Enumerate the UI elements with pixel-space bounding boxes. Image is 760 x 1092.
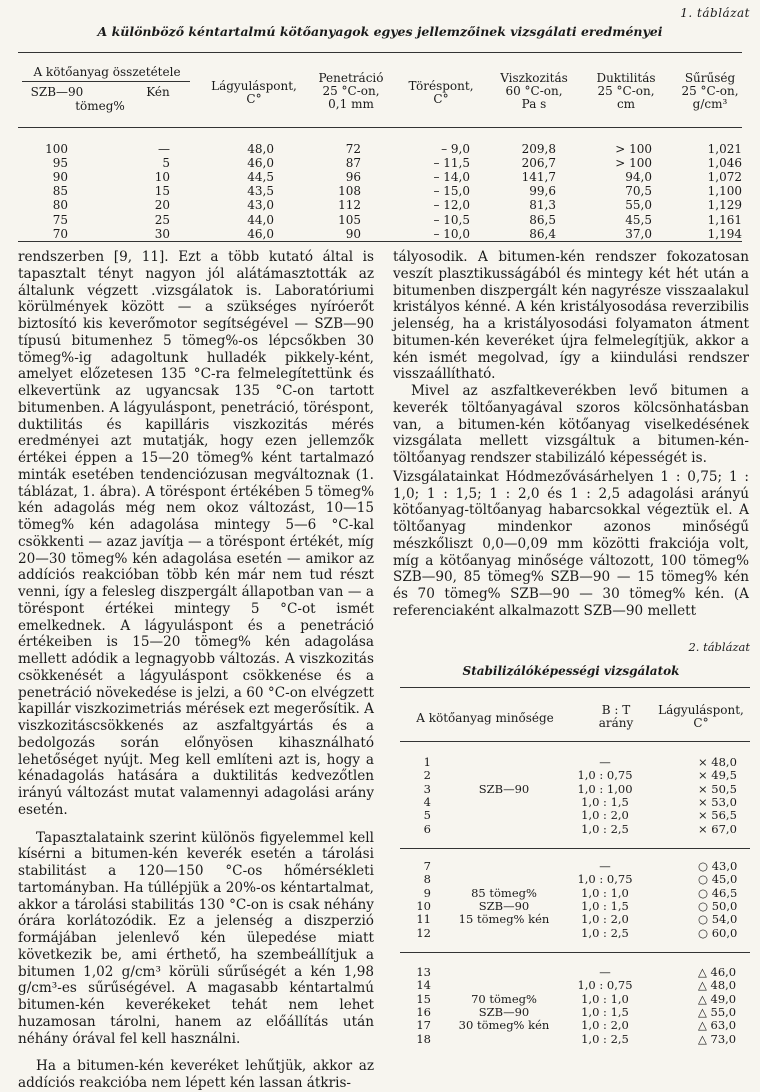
t2-softening-value: △ 55,0 (698, 1005, 737, 1020)
t1-cell: > 100 (615, 142, 652, 156)
t1-cell: 105 (338, 212, 361, 227)
t2-group-rule (400, 952, 750, 953)
t2-ratio: 1,0 : 1,5 (581, 795, 629, 810)
t2-row-number: 13 (416, 965, 431, 979)
t2-softening-value: ○ 54,0 (698, 912, 738, 927)
table1-top-rule (18, 52, 742, 53)
t1-cell: – 14,0 (433, 170, 470, 185)
t2-ratio: 1,0 : 1,00 (577, 781, 633, 796)
t2-softening-value: △ 48,0 (698, 978, 737, 993)
left-paragraph-2: Tapasztalataink szerint különös figyelemmel kell kísérni a bitumen-kén keverék esetén a tárolási stabilitást a 120—150 °C-os hőmérsékleti tartományban. Ha túllépjük a 20%-os kéntartalmat, akkor a tárolási stabilitás 130 °C-on is csak néhány órára korlátozódik. Ez a jelenség a diszperzió formájában jelenlevő kén ülepedése miatt következik be, ami érthető, ha szembeállítjuk a bitumen 1,02 g/cm³ körüli sűrűségét a kén 1,98 g/cm³-es sűrűségével. A magasabb kéntartalmú bitumen-kén keverékeket tehát nem lehet huzamosan tárolni, hanem az előállítás után néhány órával fel kell használni. (18, 829, 374, 1047)
t1-cell: 43,0 (247, 198, 274, 213)
t1-cell: 85 (52, 184, 68, 199)
t1-h-ductility: Duktilitás 25 °C-on, cm (596, 71, 656, 111)
t1-cell: 70 (52, 226, 68, 241)
t2-ratio: 1,0 : 1,0 (581, 991, 629, 1006)
t1-cell: 87 (345, 156, 361, 171)
t2-row-number: 6 (423, 821, 431, 836)
t2-group-label: SZB—90 (478, 781, 530, 796)
t2-row-number: 17 (416, 1018, 431, 1033)
t2-ratio: 1,0 : 0,75 (577, 872, 633, 887)
t2-ratio: 1,0 : 2,5 (581, 925, 629, 940)
t1-h-composition-rule (22, 81, 190, 82)
t2-row-number: 7 (423, 859, 431, 873)
t2-group-label: SZB—90 (478, 1005, 530, 1020)
t2-softening-value: × 49,5 (698, 768, 737, 783)
t2-h-quality: A kötőanyag minősége (416, 711, 554, 725)
t2-row-number: 11 (416, 912, 431, 927)
t2-ratio: — (599, 859, 611, 873)
t2-ratio: 1,0 : 1,0 (581, 885, 629, 900)
t1-cell: — (158, 142, 170, 156)
t2-softening-value: × 48,0 (698, 755, 737, 769)
table1-title: A különböző kéntartalmú kötőanyagok egyes jellemzőinek vizsgálati eredményei (97, 24, 663, 39)
t1-cell: 206,7 (521, 156, 556, 171)
t2-softening-value: × 50,5 (698, 781, 737, 796)
t1-cell: – 10,0 (433, 226, 470, 241)
t2-group-label: 85 tömeg% (471, 885, 537, 900)
t1-cell: 81,3 (529, 198, 556, 213)
t1-cell: – 9,0 (441, 142, 470, 156)
t1-cell: 43,5 (247, 184, 274, 199)
table2-title: Stabilizálóképességi vizsgálatok (462, 664, 680, 678)
t1-cell: 44,0 (247, 212, 274, 227)
t1-cell: 20 (154, 198, 170, 213)
t2-ratio: 1,0 : 2,0 (581, 1018, 629, 1033)
left-column (18, 249, 374, 1092)
t1-cell: 55,0 (625, 198, 652, 213)
table2-label: 2. táblázat (688, 640, 750, 654)
t1-cell: 209,8 (521, 142, 556, 156)
t1-cell: 99,6 (529, 184, 556, 199)
t2-ratio: 1,0 : 1,5 (581, 1005, 629, 1020)
t2-softening-value: × 56,5 (698, 808, 737, 823)
t1-h-breaking: Töréspont, C° (408, 79, 474, 106)
t1-cell: 70,5 (625, 184, 652, 199)
table1-header-rule (18, 127, 742, 128)
t2-row-number: 4 (423, 795, 431, 810)
t1-cell: – 11,5 (433, 156, 470, 171)
right-column (393, 249, 749, 620)
table1-label: 1. táblázat (680, 6, 750, 20)
t1-cell: 48,0 (247, 142, 274, 156)
t2-ratio: 1,0 : 0,75 (577, 768, 633, 783)
t2-row-number: 15 (416, 991, 431, 1006)
t2-ratio: 1,0 : 2,5 (581, 821, 629, 836)
t2-softening-value: △ 73,0 (698, 1031, 737, 1046)
t2-softening-value: ○ 50,0 (698, 899, 738, 914)
t2-row-number: 10 (416, 899, 431, 914)
t2-softening-value: ○ 46,5 (698, 885, 738, 900)
t2-ratio: 1,0 : 1,5 (581, 899, 629, 914)
t2-group-label: 30 tömeg% kén (458, 1018, 550, 1033)
t1-cell: 90 (52, 170, 68, 185)
t1-cell: 108 (338, 184, 361, 199)
t2-row-number: 5 (423, 808, 431, 823)
t1-cell: 1,100 (707, 184, 742, 199)
t2-softening-value: × 67,0 (698, 821, 737, 836)
t1-cell: 37,0 (625, 226, 652, 241)
t1-cell: 72 (345, 142, 361, 156)
t2-ratio: 1,0 : 2,0 (581, 912, 629, 927)
t2-row-number: 16 (416, 1005, 431, 1020)
t2-ratio: — (599, 965, 611, 979)
t1-cell: 45,5 (625, 212, 652, 227)
right-paragraph-3: Vizsgálatainkat Hódmezővásárhelyen 1 : 0,75; 1 : 1,0; 1 : 1,5; 1 : 2,0 és 1 : 2,5 adagolási arányú kötőanyag-töltőanyag habarcsokkal végeztük el. A töltőanyag mindenkor azonos minőségű mészkőliszt 0,0—0,09 mm közötti frakciója volt, míg a kötőanyag minősége változott, 100 tömeg% SZB—90, 85 tömeg% SZB—90 — 15 tömeg% kén és 70 tömeg% SZB—90 — 30 tömeg% kén. (A referenciaként alkalmazott SZB—90 mellett (393, 468, 749, 619)
t1-cell: 46,0 (247, 156, 274, 171)
table2-top-rule (400, 687, 750, 688)
t2-ratio: 1,0 : 2,0 (581, 808, 629, 823)
t1-cell: 30 (154, 226, 170, 241)
t2-row-number: 18 (416, 1031, 431, 1046)
t1-cell: 80 (52, 198, 68, 213)
right-paragraph-2: Mivel az aszfaltkeverékben levő bitumen a keverék töltőanyagával szoros kölcsönhatásban van, a bitumen-kén kötőanyag viselkedésének vizsgálata mellett vizsgáltuk a bitumen-kén-töltőanyag rendszer stabilizáló képességét is. (393, 383, 749, 466)
t1-cell: 1,161 (707, 212, 742, 227)
t1-cell: 5 (162, 156, 170, 171)
t2-softening-value: ○ 45,0 (698, 872, 738, 887)
table2-header-rule (400, 741, 750, 742)
t2-softening-value: × 53,0 (698, 795, 737, 810)
t1-cell: – 10,5 (433, 212, 470, 227)
t1-cell: – 12,0 (433, 198, 470, 213)
t1-cell: 44,5 (247, 170, 274, 185)
t2-group-label: 15 tömeg% kén (458, 912, 550, 927)
t2-ratio: 1,0 : 2,5 (581, 1031, 629, 1046)
t1-h-szb: SZB—90 (30, 85, 84, 99)
table1-bottom-rule (18, 241, 742, 242)
t2-row-number: 3 (423, 781, 431, 796)
t1-cell: 1,194 (707, 226, 742, 241)
t2-softening-value: △ 63,0 (698, 1018, 737, 1033)
t2-row-number: 14 (416, 978, 431, 993)
t2-group-label: 70 tömeg% (471, 991, 537, 1006)
t2-row-number: 8 (423, 872, 431, 887)
t1-cell: 100 (45, 142, 68, 156)
t1-h-penetration: Penetráció 25 °C-on, 0,1 mm (318, 71, 384, 111)
t2-ratio: — (599, 755, 611, 769)
t1-cell: 90 (345, 226, 361, 241)
t1-cell: 10 (154, 170, 170, 185)
left-paragraph-1: rendszerben [9, 11]. Ezt a több kutató által is tapasztalt tényt nagyon jól alátámasztották az általunk végzett .vizsgálatok is. Laboratóriumi körülmények között — a szükséges nyíróerőt biztosító kis keverőmotor segítségével — SZB—90 típusú bitumenhez 5 tömeg%-os lépcsőkben 30 tömeg%-ig adagoltunk hulladék pikkely-ként, amelyet előzetesen 135 °C-ra felmelegítettünk és elkevertünk az ugyancsak 135 °C-on tartott bitumenben. A lágyuláspont, penetráció, töréspont, duktilitás és kapilláris viszkozitás mérés eredményei azt mutatják, hogy ezen jellemzők értékei éppen a 15—20 tömeg% ként tartalmazó minták esetében tendenciózusan megváltoznak (1. táblázat, 1. ábra). A töréspont értékében 5 tömeg% kén adagolás még nem okoz változást, 10—15 tömeg% kén adagolása mintegy 5—6 °C-kal csökkenti — azaz javítja — a töréspont értékét, míg 20—30 tömeg% kén adagolása esetén — amikor az addíciós reakcióban több kén már nem tud részt venni, így a felesleg diszpergált állapotban van — a töréspont értékei mintegy 5 °C-ot ismét emelkednek. A lágyuláspont és a penetráció értékeiben is 15—20 tömeg% kén adagolása mellett adódik a legnagyobb változás. A viszkozitás csökkenését a lágyuláspont csökkenése és a penetráció növekedése is jelzi, a 60 °C-on elvégzett kapillár viszkozimetriás mérések ezt megerősítik. A viszkozitáscsökkenés az aszfaltgyártás és a bedolgozás során előnyösen kihasználható lehetőséget nyújt. Meg kell említeni azt is, hogy a kénadagolás hatására a duktilitás kedvezőtlen irányú változást mutat valamennyi adagolási arány esetén. (18, 249, 374, 818)
t2-softening-value: △ 49,0 (698, 991, 737, 1006)
t1-h-softening: Lágyuláspont, C° (211, 79, 297, 106)
t1-cell: > 100 (615, 156, 652, 171)
t1-cell: 86,5 (529, 212, 556, 227)
t1-cell: 75 (52, 212, 68, 227)
right-paragraph-1: tályosodik. A bitumen-kén rendszer fokozatosan veszít plasztikusságából és mintegy két hét után a bitumenben diszpergált kén nagyrésze visszaalakul kristályos kénné. A kén kristályosodása reverzibilis jelenség, ha a kristályosodási folyamaton átment bitumen-kén keveréket újra felmelegítjük, akkor a kén ismét megolvad, így a kiindulási rendszer visszaállítható. (393, 249, 749, 383)
t2-row-number: 1 (423, 755, 431, 769)
t2-row-number: 12 (416, 925, 431, 940)
t1-cell: 112 (338, 198, 361, 213)
t1-h-composition: A kötőanyag összetétele (33, 65, 181, 79)
t1-cell: 86,4 (529, 226, 556, 241)
t1-cell: 15 (154, 184, 170, 199)
t2-softening-value: △ 46,0 (698, 965, 737, 979)
t1-cell: 1,046 (707, 156, 742, 171)
t1-cell: 25 (154, 212, 170, 227)
t1-cell: 1,072 (707, 170, 742, 185)
t2-group-label: SZB—90 (478, 899, 530, 914)
t1-h-viscosity: Viszkozitás 60 °C-on, Pa s (500, 71, 568, 111)
t1-cell: 46,0 (247, 226, 274, 241)
t2-softening-value: ○ 43,0 (698, 859, 738, 873)
t2-h-softening: Lágyuláspont, C° (658, 703, 744, 730)
t2-ratio: 1,0 : 0,75 (577, 978, 633, 993)
t1-cell: 94,0 (625, 170, 652, 185)
t1-h-sulfur: Kén (146, 85, 170, 99)
t1-cell: 1,129 (707, 198, 742, 213)
t1-cell: 1,021 (707, 142, 742, 156)
left-paragraph-3: Ha a bitumen-kén keveréket lehűtjük, akkor az addíciós reakcióba nem lépett kén lassan átkris- (18, 1058, 374, 1091)
t1-cell: 141,7 (521, 170, 556, 185)
t1-cell: 96 (345, 170, 361, 185)
t2-softening-value: ○ 60,0 (698, 925, 738, 940)
t1-cell: 95 (52, 156, 68, 171)
t2-row-number: 9 (423, 885, 431, 900)
t2-h-ratio: B : T arány (598, 703, 634, 730)
t1-h-density: Sűrűség 25 °C-on, g/cm³ (681, 71, 739, 111)
t2-group-rule (400, 848, 750, 849)
t2-row-number: 2 (423, 768, 431, 783)
t1-cell: – 15,0 (433, 184, 470, 199)
t1-h-tomeg: tömeg% (75, 99, 125, 113)
